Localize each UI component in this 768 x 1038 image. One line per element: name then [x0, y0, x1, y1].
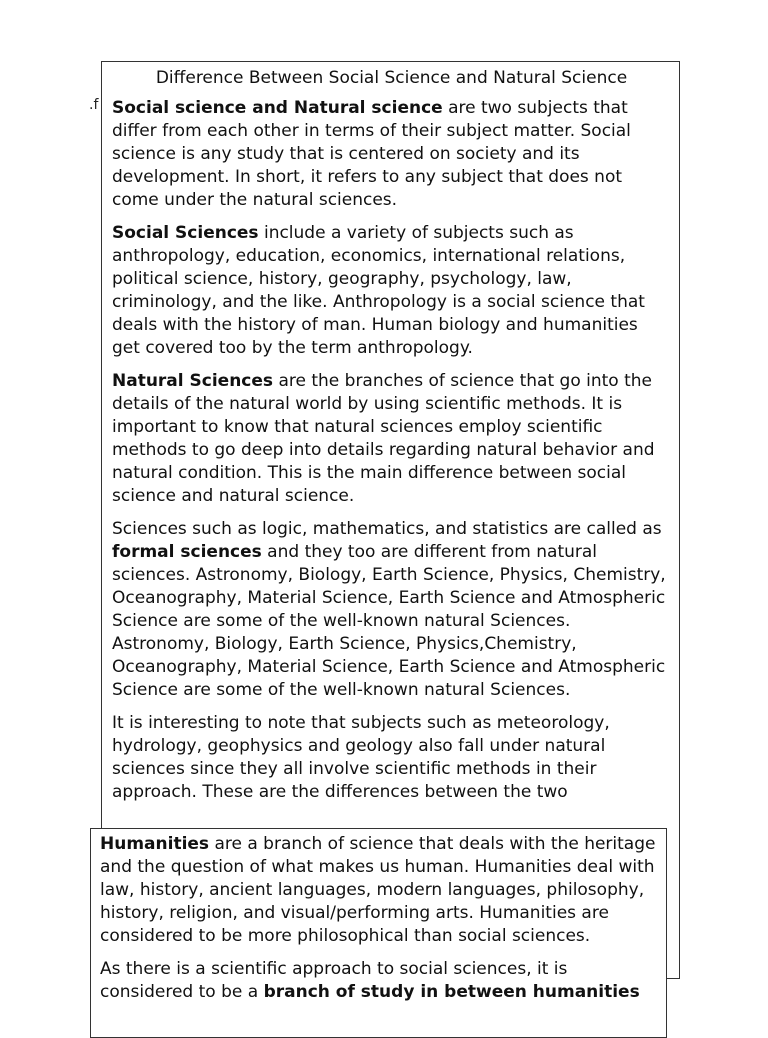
paragraph-text: are a branch of science that deals with the heritage and the question of what makes us human. Humanities deal with law, history, ancient languages, modern languages, philosophy, history, religion, and visual/performing arts. Humanities are considered to be more philosophical than social sciences.: [100, 834, 656, 946]
bold-term: Natural Sciences: [112, 371, 274, 391]
bold-term: Social Sciences: [112, 223, 259, 243]
paragraph-text: It is interesting to note that subjects such as meteorology, hydrology, geophysics and geology also fall under natural sciences since they all involve scientific methods in their approach. These are the differences between the two: [112, 713, 610, 802]
bold-term: Humanities: [100, 834, 210, 854]
stray-mark: .f: [89, 97, 99, 113]
paragraph-social-sciences: [112, 222, 671, 360]
bold-term: branch of study in between humanities: [263, 982, 640, 1002]
paragraph-scientific-approach: [100, 958, 658, 1004]
paragraph-closing: [112, 712, 671, 804]
paragraph-text: are two subjects that differ from each other in terms of their subject matter. Social science is any study that is centered on society and its development. In short, it refers to any subject that does not come under the natural sciences.: [112, 98, 631, 210]
paragraph-text: Sciences such as logic, mathematics, and statistics are called as: [112, 519, 662, 539]
paragraph-humanities: [100, 833, 658, 948]
humanities-overlay-box: [90, 828, 667, 1038]
paragraph-intro: [112, 97, 671, 212]
paragraph-text: are the branches of science that go into the details of the natural world by using scientific methods. It is important to know that natural sciences employ scientific methods to go deep into details regarding natural behavior and natural condition. This is the main difference between social science and natural science.: [112, 371, 655, 506]
paragraph-natural-sciences: [112, 370, 671, 508]
paragraph-text: As there is a scientific approach to social sciences, it is considered to be a: [100, 959, 568, 1002]
paragraph-text: include a variety of subjects such as anthropology, education, economics, international relations, political science, history, geography, psychology, law, criminology, and the like. Anthropology is a social science that deals with the history of man. Human biology and humanities get covered too by the term anthropology.: [112, 223, 645, 358]
bold-term: Social science and Natural science: [112, 98, 443, 118]
paragraph-text: and they too are different from natural sciences. Astronomy, Biology, Earth Science, Physics, Chemistry, Oceanography, Material Science, Earth Science and Atmospheric Science are some of the well-known natural Sciences. Astronomy, Biology, Earth Science, Physics,Chemistry, Oceanography, Material Science, Earth Science and Atmospheric Science are some of the well-known natural Sciences.: [112, 542, 666, 700]
paragraph-formal-sciences: [112, 518, 671, 702]
document-title: Difference Between Social Science and Natural Science: [155, 68, 628, 88]
bold-term: formal sciences: [112, 542, 262, 562]
